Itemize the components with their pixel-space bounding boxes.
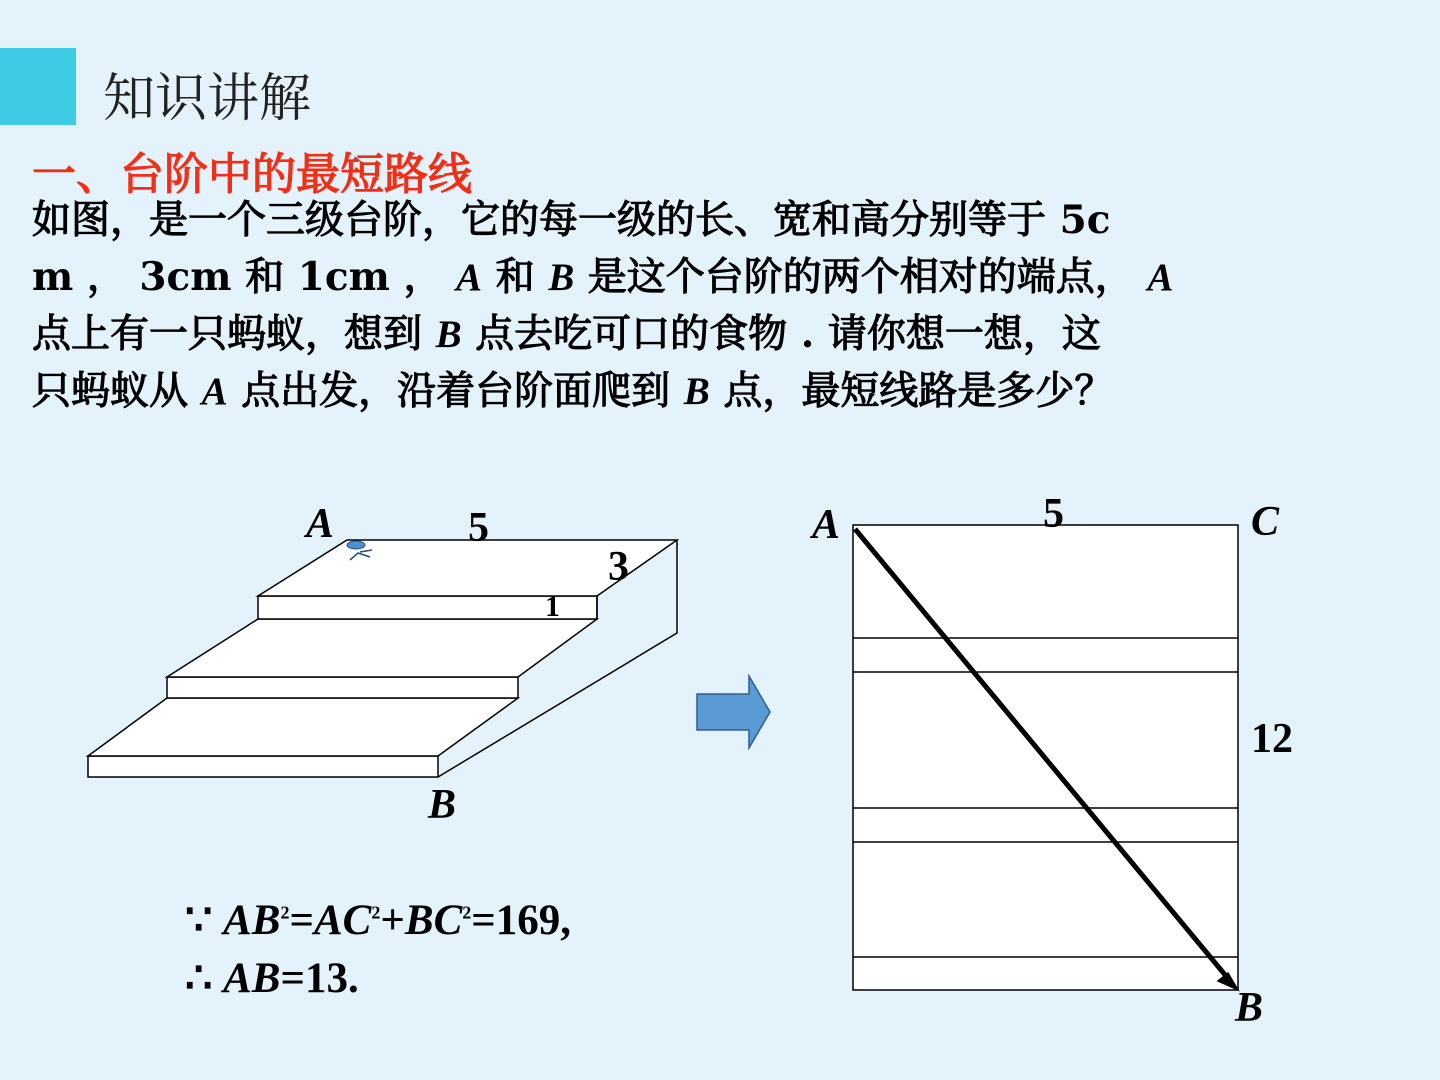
stair-step-1-top xyxy=(88,698,518,756)
unfold-label-b: B xyxy=(1235,985,1264,1031)
stair-step-2-top xyxy=(167,619,597,677)
unfold-label-top-length: 5 xyxy=(1043,491,1064,537)
section-heading: 一、台阶中的最短路线 xyxy=(32,149,472,200)
page-title: 知识讲解 xyxy=(103,69,312,129)
stairs-figure xyxy=(88,540,677,777)
stairs-label-length: 5 xyxy=(468,505,489,551)
problem-line-1: 如图，是一个三级台阶，它的每一级的长、宽和高分别等于 5c xyxy=(32,197,1111,243)
stairs-label-height: 1 xyxy=(545,590,560,623)
stairs-label-a: A xyxy=(306,501,335,547)
stair-step-1-front xyxy=(88,756,438,777)
right-arrow-icon xyxy=(697,676,770,748)
solution-line-2: ∴ AB=13. xyxy=(185,955,359,1002)
unfold-label-side-length: 12 xyxy=(1251,716,1293,762)
unfold-figure xyxy=(853,525,1238,990)
solution-line-1: ∵ $AB^2=AC^2+BC^2=169$, xyxy=(185,897,572,944)
unfold-label-c: C xyxy=(1251,499,1280,545)
stairs-label-width: 3 xyxy=(608,544,629,590)
stair-step-2-front xyxy=(167,677,518,698)
stairs-label-b: B xyxy=(428,782,457,828)
unfold-label-a: A xyxy=(812,502,841,548)
problem-text: 如图，是一个三级台阶，它的每一级的长、宽和高分别等于 5c m ， 3cm 和 1cm ， A 和 B 是这个台阶的两个相对的端点， A 点上有一只蚂蚁，想到 B 点去吃可口的食物 . 请你想一想，这 只蚂蚁从 A 点出发，沿着台阶面爬到 B 点，最短线路是多少？ xyxy=(32,197,1174,414)
